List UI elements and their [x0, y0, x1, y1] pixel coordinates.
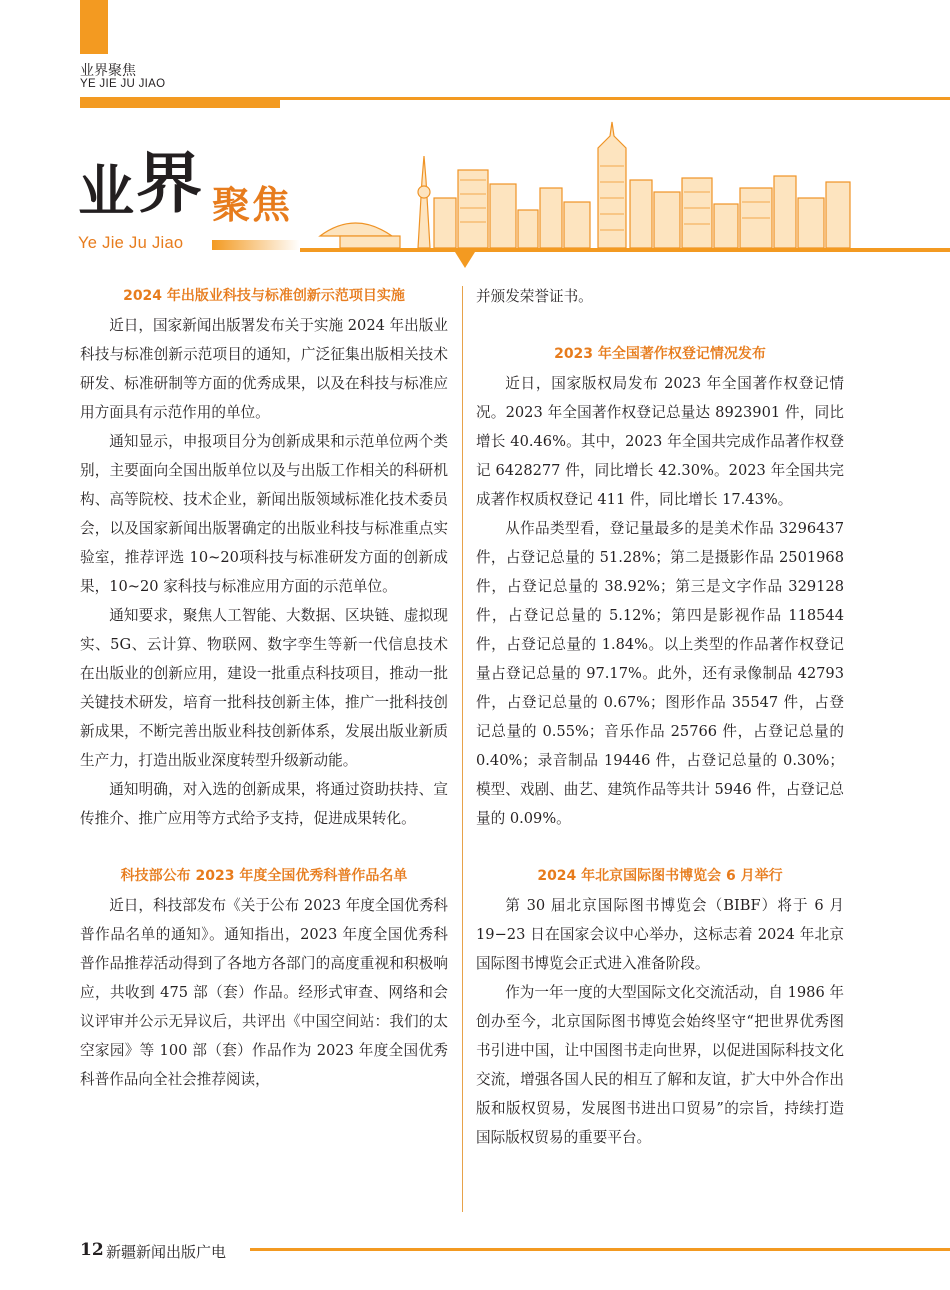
- article-title: 2024 年出版业科技与标准创新示范项目实施: [123, 288, 405, 304]
- building: [682, 178, 712, 248]
- article-title: 2023 年全国著作权登记情况发布: [554, 346, 766, 362]
- article-title: 2024 年北京国际图书博览会 6 月举行: [537, 868, 783, 884]
- left-column: [80, 282, 448, 1094]
- article-paragraph: 通知显示，申报项目分为创新成果和示范单位两个类别，主要面向全国出版单位以及与出版工作相关的科研机构、高等院校、技术企业，新闻出版领域标准化技术委员会，以及国家新闻出版署确定的出版业科技与标准重点实验室，推荐评选 10~20项科技与标准研发方面的创新成果，10~20 家科技与标准应用方面的示范单位。: [80, 433, 448, 595]
- column-divider: [462, 286, 463, 1212]
- building: [490, 184, 516, 248]
- article-continuation: 并颁发荣誉证书。: [476, 288, 593, 305]
- building: [340, 236, 400, 248]
- page-number: 12: [80, 1240, 104, 1260]
- building: [458, 170, 488, 248]
- city-skyline-illustration: [300, 118, 950, 278]
- article-paragraph: 近日，国家版权局发布 2023 年全国著作权登记情况。2023 年全国著作权登记总量达 8923901 件，同比增长 40.46%。其中，2023 年全国共完成作品著作权登记 6428277 件，同比增长 42.30%。2023 年全国共完成著作权质权登记 411 件，同比增长 17.43%。: [476, 375, 844, 508]
- building: [774, 176, 796, 248]
- building: [540, 188, 562, 248]
- top-accent-bar: [80, 0, 108, 54]
- building: [826, 182, 850, 248]
- building: [714, 204, 738, 248]
- banner-title-rest: 聚焦: [212, 182, 293, 227]
- banner-title-char-jie: 界: [136, 144, 202, 222]
- skyline-pointer: [455, 252, 475, 268]
- banner-pinyin: Ye Jie Ju Jiao: [78, 234, 184, 252]
- article-paragraph: 第 30 届北京国际图书博览会（BIBF）将于 6 月 19−23 日在国家会议中心举办，这标志着 2024 年北京国际图书博览会正式进入准备阶段。: [476, 897, 844, 972]
- building: [518, 210, 538, 248]
- article-paragraph: 通知要求，聚焦人工智能、大数据、区块链、虚拟现实、5G、云计算、物联网、数字孪生等新一代信息技术在出版业的创新应用，建设一批重点科技项目，推动一批关键技术研发，培育一批科技创新主体，推广一批科技创新成果，不断完善出版业科技创新体系，发展出版业新质生产力，打造出版业深度转型升级新动能。: [80, 607, 448, 769]
- article-paragraph: 近日，科技部发布《关于公布 2023 年度全国优秀科普作品名单的通知》。通知指出，2023 年度全国优秀科普作品推荐活动得到了各地方各部门的高度重视和积极响应，共收到 475 部（套）作品。经形式审查、网络和会议评审并公示无异议后，共评出《中国空间站：我们的太空家园》等 100 部（套）作品作为 2023 年度全国优秀科普作品向全社会推荐阅读，: [80, 897, 448, 1088]
- banner-title-char-ye: 业: [78, 159, 134, 225]
- section-label: 业界聚焦: [80, 63, 136, 79]
- building: [564, 202, 590, 248]
- skyline-base: [300, 248, 950, 252]
- section-pinyin: YE JIE JU JIAO: [80, 78, 166, 90]
- banner-gradient-line: [212, 240, 300, 250]
- tv-tower-ball: [418, 186, 430, 198]
- central-tower: [598, 122, 626, 248]
- article-paragraph: 从作品类型看，登记量最多的是美术作品 3296437 件，占登记总量的 51.28%；第二是摄影作品 2501968 件，占登记总量的 38.92%；第三是文字作品 329128 件，占登记总量的 5.12%；第四是影视作品 118544 件，占登记总量的 1.84%。以上类型的作品著作权登记量占登记总量的 97.17%。此外，还有录像制品 42793 件，占登记总量的 0.67%；图形作品 35547 件，占登记总量的 0.55%；音乐作品 25766 件，占登记总量的 0.40%；录音制品 19446 件，占登记总量的 0.30%；模型、戏剧、曲艺、建筑作品等共计 5946 件，占登记总量的 0.09%。: [476, 520, 844, 827]
- stadium-dome: [320, 223, 392, 236]
- footer-rule: [250, 1248, 950, 1251]
- building: [798, 198, 824, 248]
- article-title: 科技部公布 2023 年度全国优秀科普作品名单: [120, 868, 408, 884]
- magazine-name: 新疆新闻出版广电: [106, 1243, 227, 1261]
- building: [630, 180, 652, 248]
- building: [434, 198, 456, 248]
- building: [654, 192, 680, 248]
- right-column: [476, 282, 844, 1152]
- article-paragraph: 作为一年一度的大型国际文化交流活动，自 1986 年创办至今，北京国际图书博览会始终坚守“把世界优秀图书引进中国，让中国图书走向世界，以促进国际科技文化交流，增强各国人民的相互了解和友谊，扩大中外合作出版和版权贸易，发展图书进出口贸易”的宗旨，持续打造国际版权贸易的重要平台。: [476, 984, 844, 1146]
- tv-tower: [418, 156, 430, 248]
- article-paragraph: 近日，国家新闻出版署发布关于实施 2024 年出版业科技与标准创新示范项目的通知，广泛征集出版相关技术研发、标准研制等方面的优秀成果，以及在科技与标准应用方面具有示范作用的单位。: [80, 317, 448, 421]
- article-paragraph: 通知明确，对入选的创新成果，将通过资助扶持、宣传推介、推广应用等方式给予支持，促进成果转化。: [80, 781, 448, 827]
- header-rule-accent: [80, 100, 280, 108]
